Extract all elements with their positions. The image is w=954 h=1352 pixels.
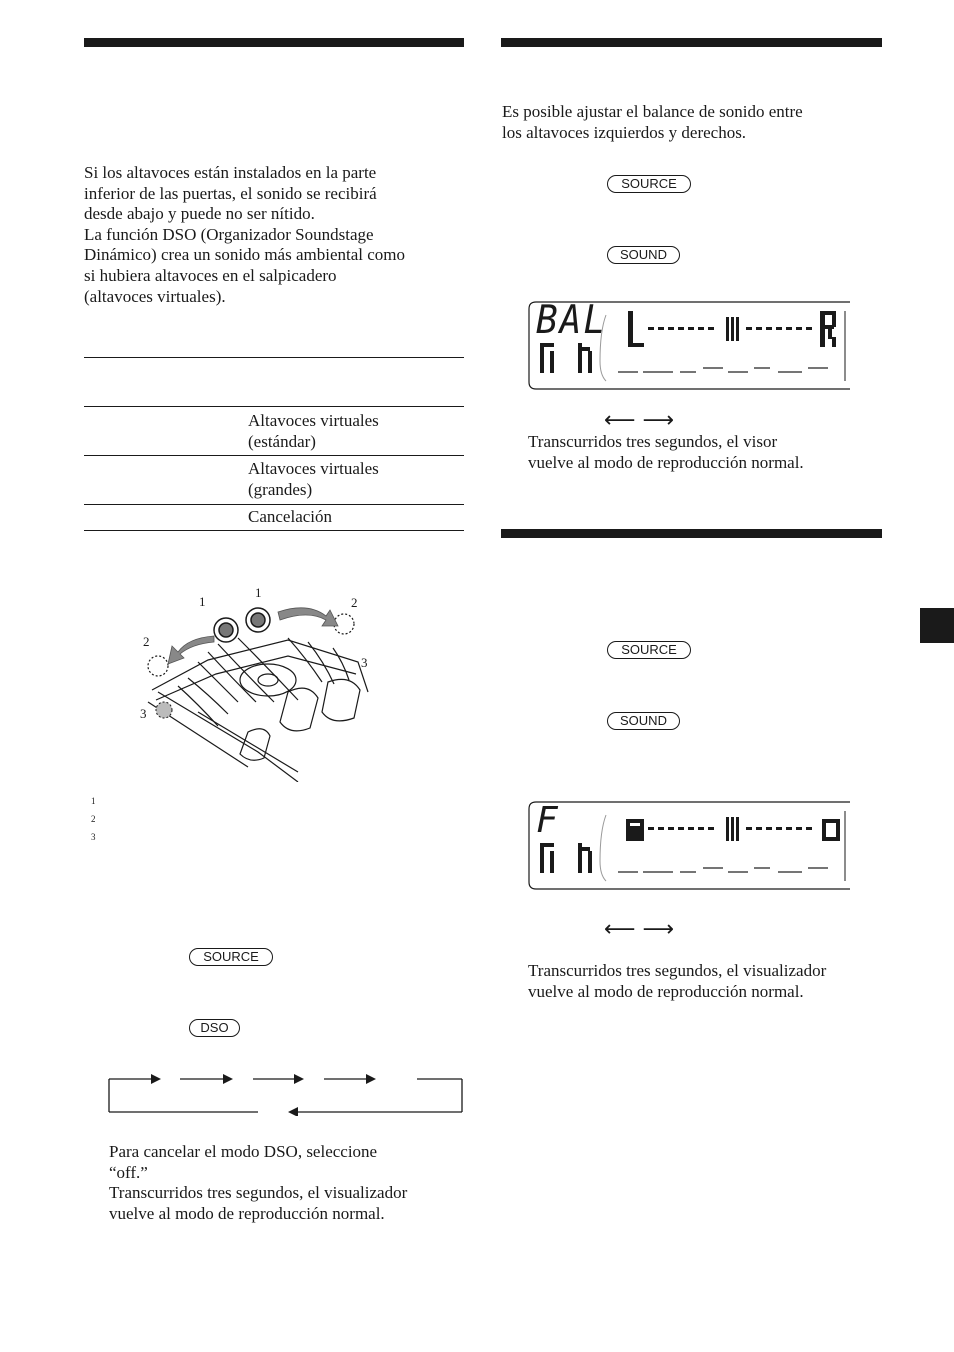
- figure-label-2b: 2: [351, 595, 358, 610]
- sound-button[interactable]: SOUND: [607, 246, 680, 264]
- table-cell-large: Altavoces virtuales (grandes): [248, 459, 379, 499]
- table-cell-standard: Altavoces virtuales (estándar): [248, 411, 379, 451]
- footnote-marker-3: 3: [91, 832, 96, 842]
- figure-label-2a: 2: [143, 634, 150, 649]
- sound-button[interactable]: SOUND: [607, 712, 680, 730]
- dso-heading-rule: [84, 38, 464, 47]
- table-header-rule: [84, 406, 464, 407]
- figure-label-1a: 1: [199, 594, 206, 609]
- table-row-rule: [84, 455, 464, 456]
- balance-intro-text: Es posible ajustar el balance de sonido entre los altavoces izquierdos y derechos.: [502, 102, 803, 142]
- figure-label-3a: 3: [140, 706, 147, 721]
- fader-note-text: Transcurridos tres segundos, el visualizador vuelve al modo de reproducción normal.: [528, 961, 827, 1001]
- dso-button[interactable]: DSO: [189, 1019, 240, 1037]
- car-dashboard-illustration: [138, 582, 378, 782]
- balance-heading-rule: [501, 38, 882, 47]
- figure-label-3b: 3: [361, 655, 368, 670]
- figure-label-1b: 1: [255, 585, 262, 600]
- balance-lcd-display: [528, 297, 851, 390]
- table-top-rule: [84, 357, 464, 358]
- virtual-speakers-drawing: [138, 582, 378, 782]
- dso-intro-text: Si los altavoces están instalados en la parte inferior de las puertas, el sonido se recibirá desde abajo y puede no ser nítido. La función DSO (Organizador Soundstage Dinámico) crea un sonido más ambiental como si hubiera altavoces en el salpicadero (altavoces virtuales).: [84, 163, 406, 306]
- dso-cycle-diagram: [108, 1070, 466, 1116]
- section-tab-marker: [920, 608, 954, 643]
- lcd-frame: [528, 801, 851, 890]
- cycle-arrows: [108, 1070, 466, 1116]
- source-button[interactable]: SOURCE: [607, 175, 691, 193]
- table-bottom-rule: [84, 530, 464, 531]
- fader-lcd-display: [528, 801, 851, 890]
- footnote-marker-1: 1: [91, 796, 96, 806]
- left-right-arrows: ⟵ ⟶: [604, 917, 675, 942]
- lcd-balance-label: BAL: [536, 297, 608, 343]
- dso-note-text: Para cancelar el modo DSO, seleccione “off.” Transcurridos tres segundos, el visualizador vuelve al modo de reproducción normal.: [109, 1142, 408, 1223]
- fader-heading-rule: [501, 529, 882, 538]
- table-cell-cancel: Cancelación: [248, 507, 333, 526]
- source-button[interactable]: SOURCE: [607, 641, 691, 659]
- lcd-fader-label: F: [536, 800, 558, 841]
- balance-note-text: Transcurridos tres segundos, el visor vuelve al modo de reproducción normal.: [528, 432, 804, 472]
- left-right-arrows: ⟵ ⟶: [604, 408, 675, 433]
- footnote-marker-2: 2: [91, 814, 96, 824]
- table-row-rule: [84, 504, 464, 505]
- source-button[interactable]: SOURCE: [189, 948, 273, 966]
